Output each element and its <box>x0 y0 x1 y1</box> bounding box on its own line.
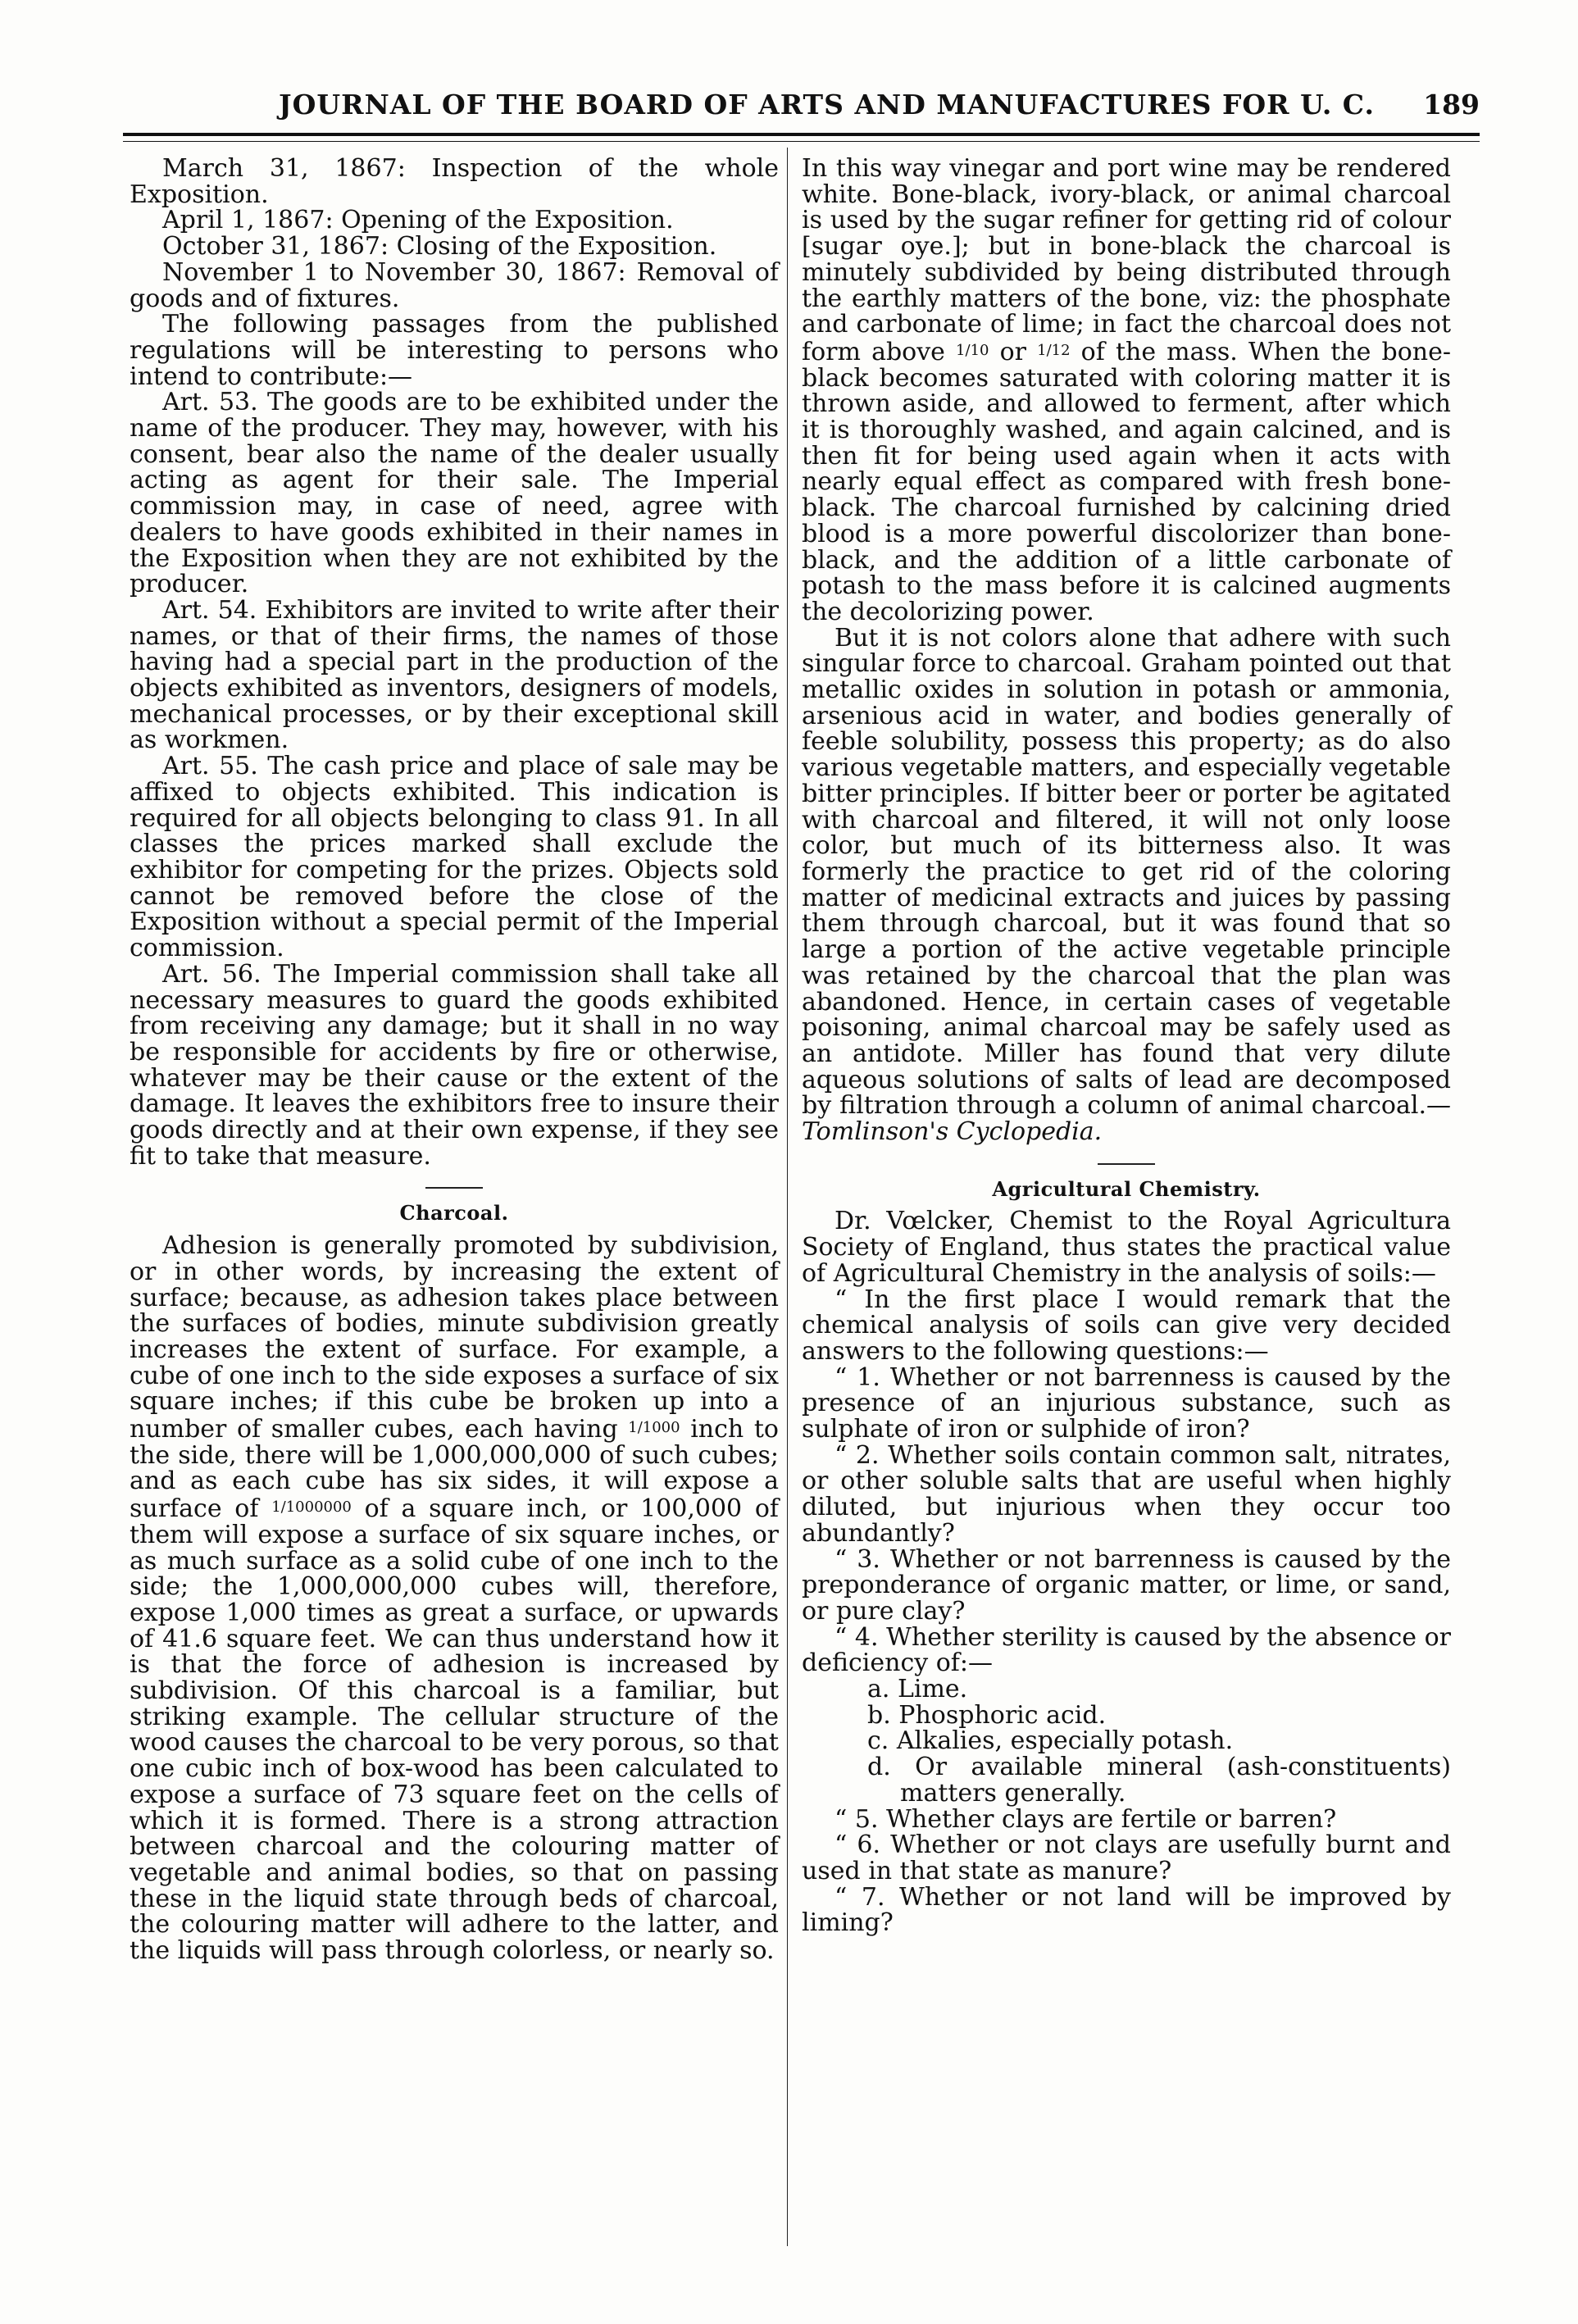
source-citation: —Tomlinson's Cyclopedia. <box>802 1091 1451 1147</box>
paragraph: “ In the first place I would remark that the chemical analysis of soils can give very decided answers to the following questions:— <box>802 1285 1451 1366</box>
fraction: 1/10 <box>956 341 989 359</box>
question: “ 6. Whether or not clays are usefully burnt and used in that state as manure? <box>802 1831 1451 1885</box>
paragraph: March 31, 1867: Inspection of the whole Exposition. <box>130 154 779 209</box>
sub-item: b. Phosphoric acid. <box>867 1700 1107 1730</box>
fraction: 1/1000 <box>628 1419 680 1437</box>
paragraph: Art. 53. The goods are to be exhibited under the name of the producer. They may, however, with his consent, bear also the name of the dealer usually acting as agent for their sale. The Imperial commission may, in case of need, agree with dealers to have goods exhibited in their names in the Exposition when they are not exhibited by the producer. <box>130 388 779 599</box>
paragraph <box>802 625 1451 1145</box>
section-rule <box>1098 1163 1155 1165</box>
text-run: Adhesion is generally promoted by subdivision, or in other words, by increasing the extent of surface; because, as adhesion takes place between the surfaces of bodies, minute subdivision greatly increases the extent of surface. For example, a cube of one inch to the side exposes a surface of six square inches; if this cube be broken up into a number of smaller cubes, each having <box>130 1231 779 1444</box>
paragraph: Art. 55. The cash price and place of sale may be affixed to objects exhibited. This indication is required for all objects belonging to class 91. In all classes the prices marked shall exclude the exhibitor for competing for the prizes. Objects sold cannot be removed before the close of the Exposition without a special permit of the Imperial commission. <box>130 752 779 963</box>
sub-item: c. Alkalies, especially potash. <box>867 1726 1234 1756</box>
header-rule-thin <box>123 141 1480 142</box>
paragraph: April 1, 1867: Opening of the Exposition. <box>162 206 674 235</box>
paragraph: Art. 54. Exhibitors are invited to write after their names, or that of their firms, the names of those having had a special part in the production of the objects exhibited as inventors, designers of models, mechanical processes, or by their exceptional skill as workmen. <box>130 595 779 755</box>
column-divider <box>787 148 788 2246</box>
question: “ 1. Whether or not barrenness is caused by the presence of an injurious substance, such as sulphate of iron or sulphide of iron? <box>802 1362 1451 1444</box>
left-column <box>130 156 779 1964</box>
text-run: or <box>999 337 1026 366</box>
header-rule-thick <box>123 133 1480 136</box>
paragraph: Art. 56. The Imperial commission shall take all necessary measures to guard the goods exhibited from receiving any damage; but it shall in no way be responsible for accidents by fire or otherwise, whatever may be their cause or the extent of the damage. It leaves the exhibitors free to insure their goods directly and at their own expense, if they see fit to take that measure. <box>130 959 779 1171</box>
right-column <box>802 156 1451 1936</box>
text-run: In this way vinegar and port wine may be rendered white. Bone-black, ivory-black, or animal charcoal is used by the sugar refiner for getting rid of colour [sugar oye.]; but in bone-black the charcoal is minutely subdivided by being distributed through the earthly matters of the bone, viz: the phosphate and carbonate of lime; in fact the charcoal does not form above <box>802 154 1451 366</box>
text-run: But it is not colors alone that adhere with such singular force to charcoal. Graham pointed out that metallic oxides in solution in potash or ammonia, arsenious acid in water, and bodies generally of feeble solubility, possess this property; as do also various vegetable matters, and especially vegetable bitter principles. If bitter beer or porter be agitated with charcoal and filtered, it will not only loose color, but much of its bitterness also. It was formerly the practice to get rid of the coloring matter of medicinal extracts and juices by passing them through charcoal, but it was found that so large a portion of the active vegetable principle was retained by the charcoal that the plan was abandoned. Hence, in certain cases of vegetable poisoning, animal charcoal may be safely used as an antidote. Miller has found that very dilute aqueous solutions of salts of lead are decomposed by filtration through a column of animal charcoal. <box>802 623 1451 1121</box>
question: “ 3. Whether or not barrenness is caused by the preponderance of organic matter, or lime, or sand, or pure clay? <box>802 1544 1451 1626</box>
section-rule <box>425 1187 483 1189</box>
page-header <box>123 82 1480 131</box>
page-number: 189 <box>1423 89 1480 121</box>
paragraph: November 1 to November 30, 1867: Removal of goods and of fixtures. <box>130 257 779 313</box>
paragraph <box>130 1233 779 1964</box>
fraction: 1/12 <box>1037 341 1071 359</box>
sub-item: d. Or available mineral (ash-constituents) matters generally. <box>867 1753 1451 1808</box>
question: “ 4. Whether sterility is caused by the absence or deficiency of:— <box>802 1622 1451 1678</box>
paragraph <box>802 156 1451 625</box>
question: “ 7. Whether or not land will be improved by liming? <box>802 1882 1451 1938</box>
text-run: of the mass. When the bone-black becomes saturated with coloring matter it is thrown aside, and allowed to ferment, after which it is thoroughly washed, and again calcined, and is then fit for being used again when it acts with nearly equal effect as compared with fresh bone-black. The charcoal furnished by calcining dried blood is a more powerful discolorizer than bone-black, and the addition of a little carbonate of potash to the mass before it is calcined augments the decolorizing power. <box>802 337 1452 626</box>
section-title-charcoal: Charcoal. <box>399 1201 509 1226</box>
section-title-agricultural-chemistry: Agricultural Chemistry. <box>992 1176 1261 1201</box>
question: “ 2. Whether soils contain common salt, nitrates, or other soluble salts that are useful when highly diluted, but injurious when they occur too abundantly? <box>802 1440 1451 1548</box>
paragraph: October 31, 1867: Closing of the Exposition. <box>162 232 717 262</box>
text-run: inch to the side, there will be 1,000,000,000 of such cubes; and as each cube has six sides, it will expose a surface of <box>130 1415 779 1524</box>
text-run: of a square inch, or 100,000 of them will expose a surface of six square inches, or as much surface as a solid cube of one inch to the side; the 1,000,000,000 cubes will, therefore, expose 1,000 times as great a surface, or upwards of 41.6 square feet. We can thus understand how it is that the force of adhesion is increased by subdivision. Of this charcoal is a familiar, but striking example. The cellular structure of the wood causes the charcoal to be very porous, so that one cubic inch of box-wood has been calculated to expose a surface of 73 square feet on the cells of which it is formed. There is a strong attraction between charcoal and the colouring matter of vegetable and animal bodies, so that on passing these in the liquid state through beds of charcoal, the colouring matter will adhere to the latter, and the liquids will pass through colorless, or nearly so. <box>130 1494 779 1966</box>
paragraph: Dr. Vœlcker, Chemist to the Royal Agricultura Society of England, thus states the practical value of Agricultural Chemistry in the analysis of soils:— <box>802 1207 1451 1288</box>
fraction: 1/1000000 <box>271 1499 352 1517</box>
question: “ 5. Whether clays are fertile or barren? <box>834 1804 1337 1834</box>
paragraph: The following passages from the published regulations will be interesting to persons who intend to contribute:— <box>130 310 779 391</box>
sub-item: a. Lime. <box>867 1675 968 1704</box>
running-title: JOURNAL OF THE BOARD OF ARTS AND MANUFACTURES FOR U. C. <box>279 89 1375 121</box>
